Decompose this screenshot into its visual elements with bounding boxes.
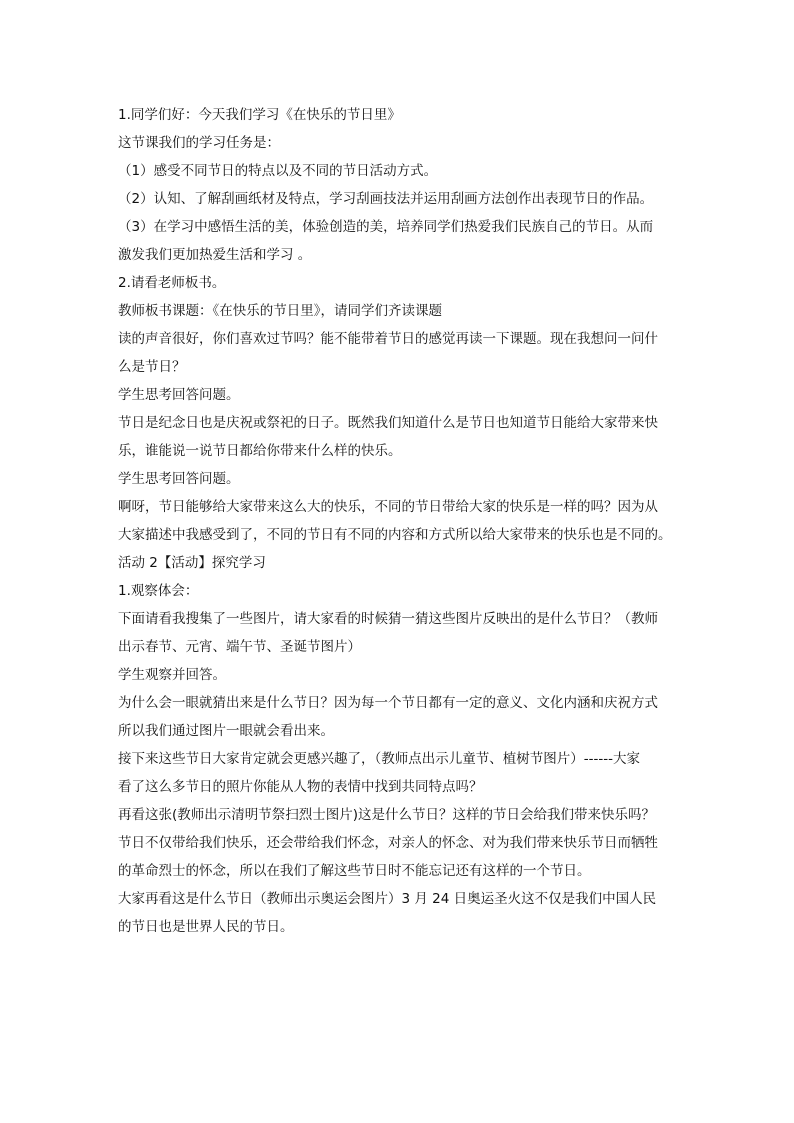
text-line: 2.请看老师板书。 (118, 275, 226, 291)
document-body (118, 101, 680, 941)
text-line: 所以我们通过图片一眼就会看出来。 (118, 723, 334, 739)
text-line: 活动 2【活动】探究学习 (118, 555, 266, 571)
text-line: 再看这张(教师出示清明节祭扫烈士图片)这是什么节日？这样的节日会给我们带来快乐吗？ (118, 807, 656, 823)
text-line: 下面请看我搜集了一些图片，请大家看的时候猜一猜这些图片反映出的是什么节日？（教师 (118, 611, 658, 627)
text-line: （3）在学习中感悟生活的美，体验创造的美，培养同学们热爱我们民族自己的节日。从而 (118, 219, 654, 235)
text-line: （1）感受不同节日的特点以及不同的节日活动方式。 (118, 163, 438, 179)
text-line: 大家再看这是什么节日（教师出示奥运会图片）3 月 24 日奥运圣火这不仅是我们中国人民 (118, 891, 657, 907)
text-line: 的节日也是世界人民的节日。 (118, 919, 294, 935)
text-line: 这节课我们的学习任务是： (118, 135, 280, 151)
text-line: 啊呀，节日能够给大家带来这么大的快乐，不同的节日带给大家的快乐是一样的吗？因为从 (118, 499, 658, 515)
text-line: 乐，谁能说一说节日都给你带来什么样的快乐。 (118, 443, 402, 459)
text-line: 的革命烈士的怀念，所以在我们了解这些节日时不能忘记还有这样的一个节日。 (118, 863, 591, 879)
text-line: 接下来这些节日大家肯定就会更感兴趣了，（教师点出示儿童节、植树节图片）------大家 (118, 751, 640, 767)
text-line: 学生思考回答问题。 (118, 387, 240, 403)
text-line: 出示春节、元宵、端午节、圣诞节图片） (118, 639, 361, 655)
text-line: 学生思考回答问题。 (118, 471, 240, 487)
text-line: 读的声音很好，你们喜欢过节吗？能不能带着节日的感觉再读一下课题。现在我想问一问什 (118, 331, 658, 347)
text-line: 激发我们更加热爱生活和学习 。 (118, 247, 312, 263)
text-line: 大家描述中我感受到了，不同的节日有不同的内容和方式所以给大家带来的快乐也是不同的。 (118, 527, 672, 543)
text-line: 为什么会一眼就猜出来是什么节日？因为每一个节日都有一定的意义、文化内涵和庆祝方式 (118, 695, 658, 711)
text-line: 学生观察并回答。 (118, 667, 226, 683)
text-line: 么是节日？ (118, 359, 186, 375)
text-line: 1.同学们好：今天我们学习《在快乐的节日里》 (118, 107, 401, 123)
text-line: 教师板书课题：《在快乐的节日里》，请同学们齐读课题 (118, 303, 442, 319)
text-line: 节日不仅带给我们快乐，还会带给我们怀念，对亲人的怀念、对为我们带来快乐节日而牺牲 (118, 835, 658, 851)
text-line: 节日是纪念日也是庆祝或祭祀的日子。既然我们知道什么是节日也知道节日能给大家带来快 (118, 415, 658, 431)
text-line: 1.观察体会： (118, 583, 199, 599)
text-line: （2）认知、了解刮画纸材及特点，学习刮画技法并运用刮画方法创作出表现节日的作品。 (118, 191, 654, 207)
text-line: 看了这么多节日的照片你能从人物的表情中找到共同特点吗？ (118, 779, 483, 795)
